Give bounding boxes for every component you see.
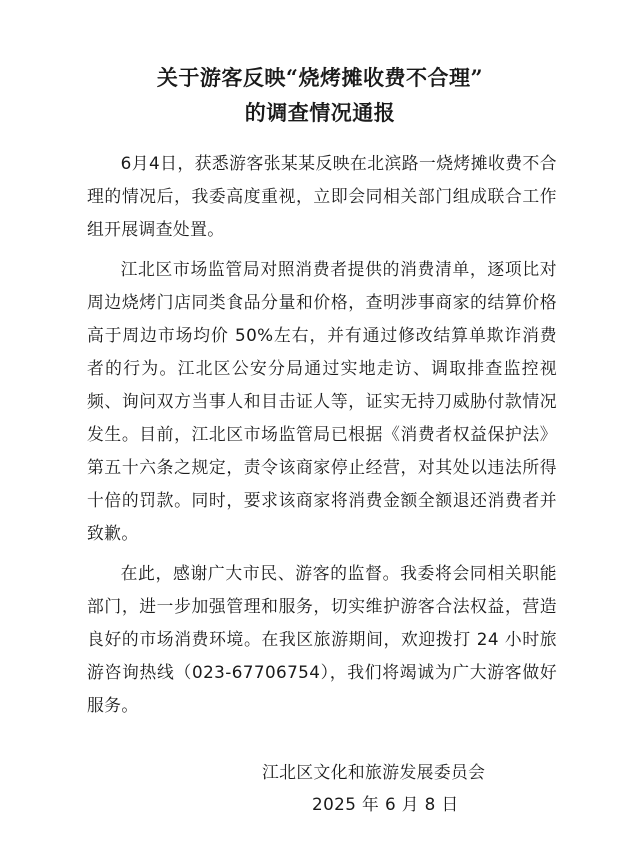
document-title-line-2: 的调查情况通报 [244, 100, 396, 125]
paragraph-2: 江北区市场监管局对照消费者提供的消费清单，逐项比对周边烧烤门店同类食品分量和价格，查明涉事商家的结算价格高于周边市场均价 50%左右，并有通过修改结算单欺诈消费者的行为。江北区公安分局通过实地走访、调取排查监控视频、询问双方当事人和目击证人等，证实无持刀威胁付款情况发生。目前，江北区市场监管局已根据《消费者权益保护法》第五十六条之规定，责令该商家停止经营，对其处以违法所得十倍的罚款。同时，要求该商家将消费金额全额退还消费者并致歉。 [87, 259, 557, 543]
document-title-line-1: 关于游客反映“烧烤摊收费不合理” [156, 65, 484, 90]
signature-organization: 江北区文化和旅游发展委员会 [262, 762, 486, 782]
paragraph-3: 在此，感谢广大市民、游客的监督。我委将会同相关职能部门，进一步加强管理和服务，切实维护游客合法权益，营造良好的市场消费环境。在我区旅游期间，欢迎拨打 24 小时旅游咨询热线（023-67706754），我们将竭诚为广大游客做好服务。 [87, 563, 557, 715]
paragraph-1: 6月4日，获悉游客张某某反映在北滨路一烧烤摊收费不合理的情况后，我委高度重视，立即会同相关部门组成联合工作组开展调查处置。 [87, 153, 557, 239]
document-body [87, 147, 557, 729]
signature-date: 2025 年 6 月 8 日 [312, 794, 459, 814]
